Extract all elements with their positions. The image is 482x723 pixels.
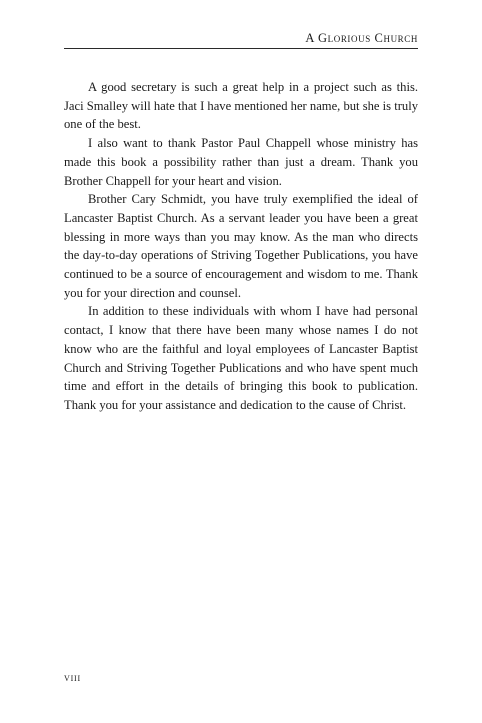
header-rule — [64, 48, 418, 49]
page-number: viii — [64, 672, 81, 684]
paragraph: I also want to thank Pastor Paul Chappell whose ministry has made this book a possibility rather than just a dream. Thank you Brother Chappell for your heart and vision. — [64, 136, 418, 188]
body-text — [64, 78, 418, 415]
running-head-title: A Glorious Church — [305, 31, 418, 45]
paragraph: In addition to these individuals with whom I have had personal contact, I know that there have been many whose names I do not know who are the faithful and loyal employees of Lancaster Baptist Church and Striving Together Publications and who have spent much time and effort in the details of bringing this book to publication. Thank you for your assistance and dedication to the cause of Christ. — [64, 304, 418, 412]
paragraph: A good secretary is such a great help in a project such as this. Jaci Smalley will hate that I have mentioned her name, but she is truly one of the best. — [64, 80, 418, 132]
paragraph: Brother Cary Schmidt, you have truly exemplified the ideal of Lancaster Baptist Church. As a servant leader you have been a great blessing in more ways than you may know. As the man who directs the day-to-day operations of Striving Together Publications, you have continued to be a source of encouragement and wisdom to me. Thank you for your direction and counsel. — [64, 192, 418, 300]
